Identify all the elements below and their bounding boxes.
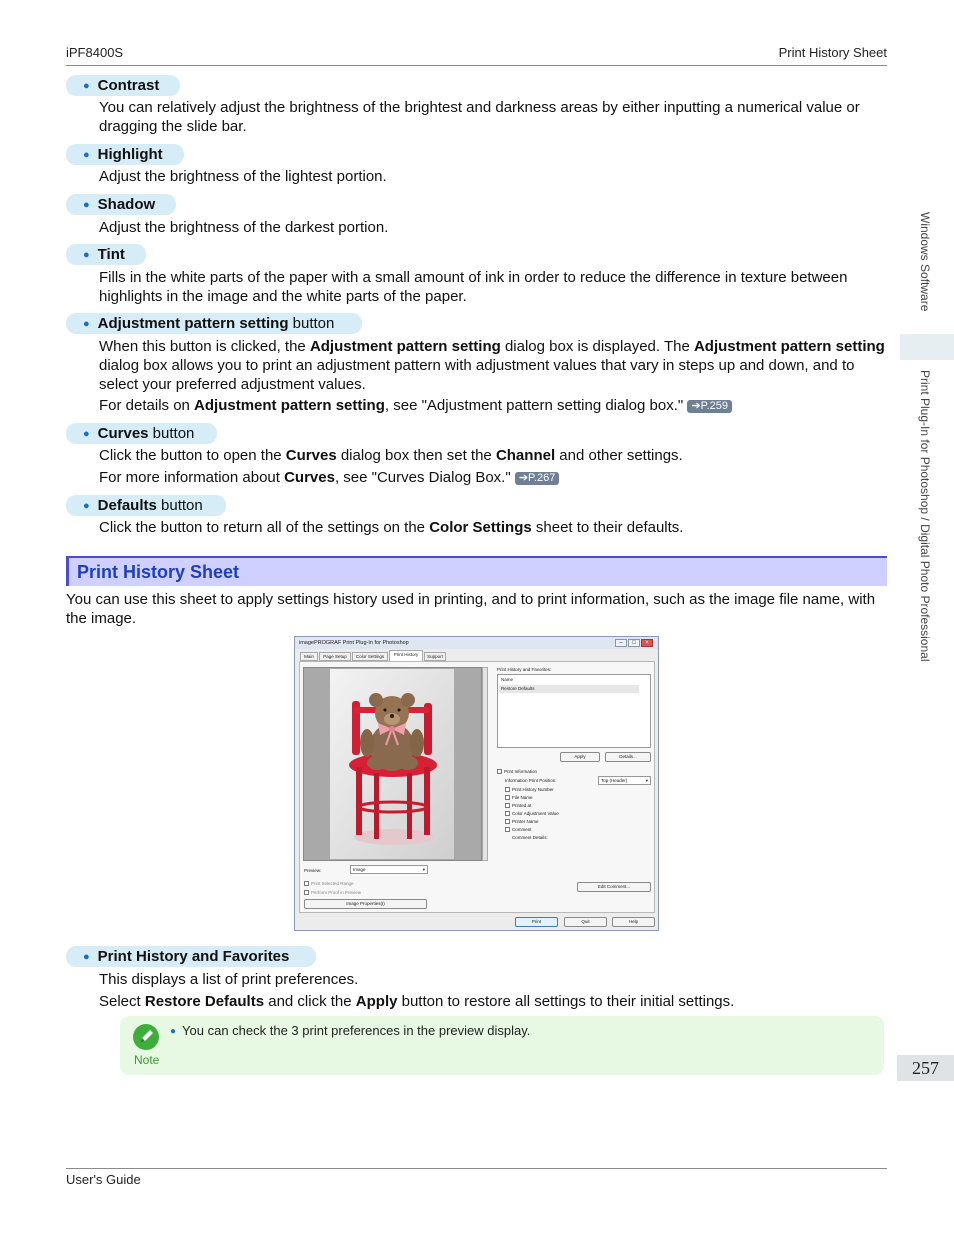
info-check-box [505, 787, 510, 792]
history-list-header: Name [501, 677, 514, 682]
item-contrast-title: ● Contrast [66, 75, 180, 96]
item-tint-desc: Fills in the white parts of the paper with a small amount of ink in order to reduce the difference in texture between highlights in the image and the white parts of the paper. [99, 269, 848, 305]
info-check-label: Printed at [512, 803, 532, 808]
info-check-box [505, 795, 510, 800]
minimize-icon: – [615, 639, 627, 647]
page-ref-link[interactable]: ➔P.259 [687, 400, 732, 413]
edit-comment-button: Edit Comment... [577, 882, 651, 892]
item-highlight-desc: Adjust the brightness of the lightest portion. [99, 168, 387, 185]
dialog-screenshot [294, 636, 659, 931]
footer-guide: User's Guide [66, 1172, 141, 1187]
note-box [120, 1016, 884, 1075]
item-shadow-title: ● Shadow [66, 194, 176, 215]
page-number: 257 [897, 1055, 954, 1081]
section-intro: You can use this sheet to apply settings history used in printing, and to print information, such as the image file name, with the image. [66, 591, 876, 627]
item-curves-ref-line: For more information about Curves, see "Curves Dialog Box." ➔P.267 [99, 468, 889, 487]
item-defaults-desc: Click the button to return all of the settings on the Color Settings sheet to their defaults. [99, 519, 684, 536]
info-check-label: File Name [512, 795, 533, 800]
preview-select-value: Image [353, 867, 366, 872]
tab-color-settings: Color Settings [352, 652, 388, 661]
bullet-icon: ● [83, 199, 90, 211]
history-label: Print History and Favorites: [497, 667, 552, 672]
info-check-label: Color Adjustment Value [512, 811, 559, 816]
favorites-desc: This displays a list of print preferences. [99, 971, 359, 988]
item-favorites-title: ● Print History and Favorites [66, 946, 316, 967]
item-curves-desc: Click the button to open the Curves dialog box then set the Channel and other settings. [99, 447, 683, 464]
perform-proof-label: Perform Proof in Preview [311, 890, 362, 895]
print-info-label: Print Information [504, 769, 538, 774]
section-heading [66, 556, 887, 586]
bullet-icon: ● [83, 500, 90, 512]
page-ref-link[interactable]: ➔P.267 [515, 472, 560, 485]
chevron-down-icon: ▾ [422, 867, 425, 872]
bullet-icon: ● [83, 80, 90, 92]
print-button: Print [515, 917, 558, 927]
help-button: Help [612, 917, 655, 927]
perform-proof-checkbox [304, 890, 309, 895]
preview-select [350, 865, 428, 874]
side-tab-marker [900, 334, 954, 360]
info-check-label: Printer Name [512, 819, 539, 824]
item-adjust-desc: When this button is clicked, the Adjustment pattern setting dialog box is displayed. The Adjustment pattern setting dialog box allows you to print an adjustment pattern with adjustment values that vary in steps up and down, and to select your preferred adjustment values. [99, 338, 885, 393]
header-section: Print History Sheet [778, 45, 887, 60]
item-contrast-desc: You can relatively adjust the brightness of the brightest and darkness areas by either inputting a numerical value or dragging the slide bar. [99, 99, 860, 135]
bullet-icon: ● [170, 1026, 177, 1037]
side-tab-plugin: Print Plug-In for Photoshop / Digital Photo Professional [918, 370, 932, 662]
history-list [497, 674, 651, 748]
info-check-label: Print History Number [512, 787, 554, 792]
bullet-icon: ● [83, 318, 90, 330]
preview-label: Preview: [304, 868, 322, 873]
preview-image [330, 669, 454, 859]
header-rule [66, 65, 887, 66]
side-tab-windows-software: Windows Software [918, 212, 932, 312]
close-icon: × [641, 639, 653, 647]
dialog-title: imagePROGRAF Print Plug-In for Photoshop [295, 637, 658, 649]
item-defaults-title: ● Defaults button [66, 495, 226, 516]
print-info-checkbox [497, 769, 502, 774]
note-label: Note [134, 1053, 160, 1067]
print-selected-label: Print Selected Range [311, 881, 354, 886]
print-selected-checkbox [304, 881, 309, 886]
tab-page-setup: Page Setup [319, 652, 351, 661]
quit-button: Quit [564, 917, 607, 927]
info-position-label: Information Print Position: [505, 778, 557, 783]
favorites-instruction: Select Restore Defaults and click the Apply button to restore all settings to their initial settings. [99, 993, 735, 1010]
comment-details-label: Comment Details: [512, 835, 548, 840]
item-highlight-title: ● Highlight [66, 144, 184, 165]
section-title: Print History Sheet [77, 562, 240, 582]
tab-support: Support [424, 652, 446, 661]
apply-button: Apply [560, 752, 600, 762]
info-check-box [505, 803, 510, 808]
header-model: iPF8400S [66, 45, 124, 60]
info-check-box [505, 827, 510, 832]
tab-print-history: Print History [389, 650, 423, 661]
list-item-label: Restore Defaults [501, 686, 535, 691]
item-tint-title: ● Tint [66, 244, 146, 265]
bullet-icon: ● [83, 428, 90, 440]
bullet-icon: ● [83, 149, 90, 161]
maximize-icon: □ [628, 639, 640, 647]
info-check-box [505, 811, 510, 816]
item-adjust-title: ● Adjustment pattern setting button [66, 313, 362, 334]
details-button: Details... [605, 752, 651, 762]
info-position-select [598, 776, 651, 785]
info-check-box [505, 819, 510, 824]
info-position-value: Top (Header) [601, 778, 628, 783]
info-check-label: Comment [512, 827, 532, 832]
preview-scrollbar [482, 667, 488, 861]
item-curves-title: ● Curves button [66, 423, 217, 444]
list-item [499, 685, 639, 693]
tab-main: Main [300, 652, 318, 661]
note-text: ● You can check the 3 print preferences in the preview display. [170, 1023, 531, 1038]
item-adjust-ref-line: For details on Adjustment pattern setting, see "Adjustment pattern setting dialog box." ➔P.259 [99, 396, 889, 415]
note-pencil-icon [133, 1024, 159, 1050]
footer-rule [66, 1168, 887, 1169]
item-shadow-desc: Adjust the brightness of the darkest portion. [99, 219, 389, 236]
bullet-icon: ● [83, 951, 90, 963]
chevron-down-icon: ▾ [645, 778, 648, 783]
bullet-icon: ● [83, 249, 90, 261]
image-properties-button: Image Properties(I) [304, 899, 427, 909]
